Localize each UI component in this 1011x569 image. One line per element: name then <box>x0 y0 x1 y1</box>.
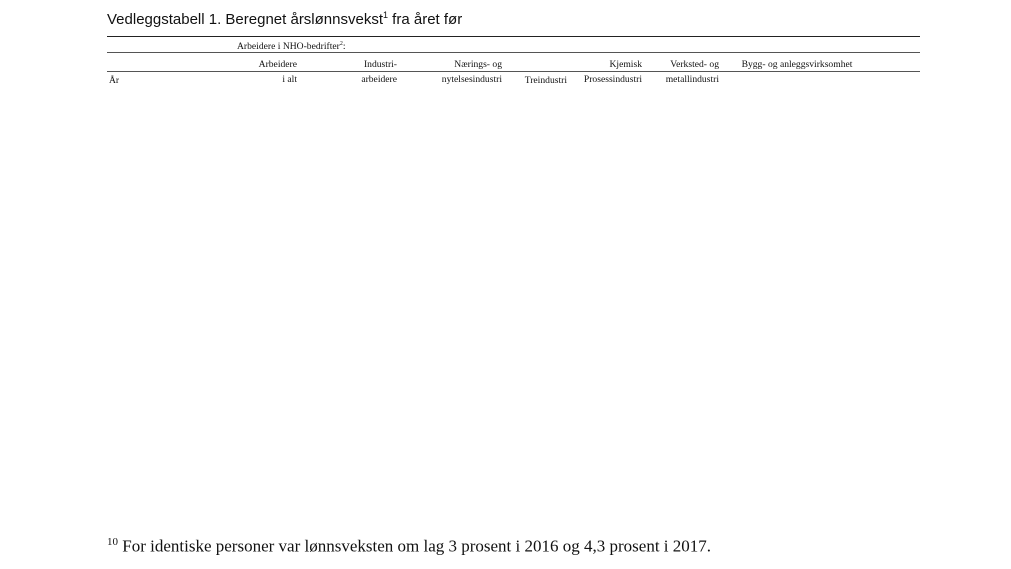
group-header: Arbeidere i NHO-bedrifter$^2$: <box>237 41 346 53</box>
column-header: Verksted- og <box>670 59 719 70</box>
table-2 <box>107 292 920 520</box>
column-header: i alt <box>282 74 297 85</box>
column-header: Kjemisk <box>609 59 642 70</box>
column-header: Treindustri <box>524 75 567 86</box>
column-header: År <box>109 75 120 86</box>
column-header: Prosessindustri <box>583 74 642 85</box>
column-header: Bygg- og anleggsvirksomhet <box>741 59 853 70</box>
column-header: nytelsesindustri <box>441 74 502 85</box>
table-rule <box>107 71 920 72</box>
column-header: metallindustri <box>665 74 719 85</box>
page-title: Vedleggstabell 1. Beregnet årslønnsvekst$^1$ fra året før <box>107 10 463 28</box>
column-header: Nærings- og <box>454 59 502 70</box>
column-header: Arbeidere <box>258 59 297 70</box>
footnote: $^{10}$ For identiske personer var lønnsveksten om lag 3 prosent i 2016 og 4,3 prosent i 2017. <box>107 536 712 556</box>
column-header: Industri- <box>363 59 397 70</box>
table-rule <box>107 36 920 37</box>
table-1 <box>107 36 920 286</box>
column-header: arbeidere <box>361 74 397 85</box>
table-rule <box>107 52 920 53</box>
